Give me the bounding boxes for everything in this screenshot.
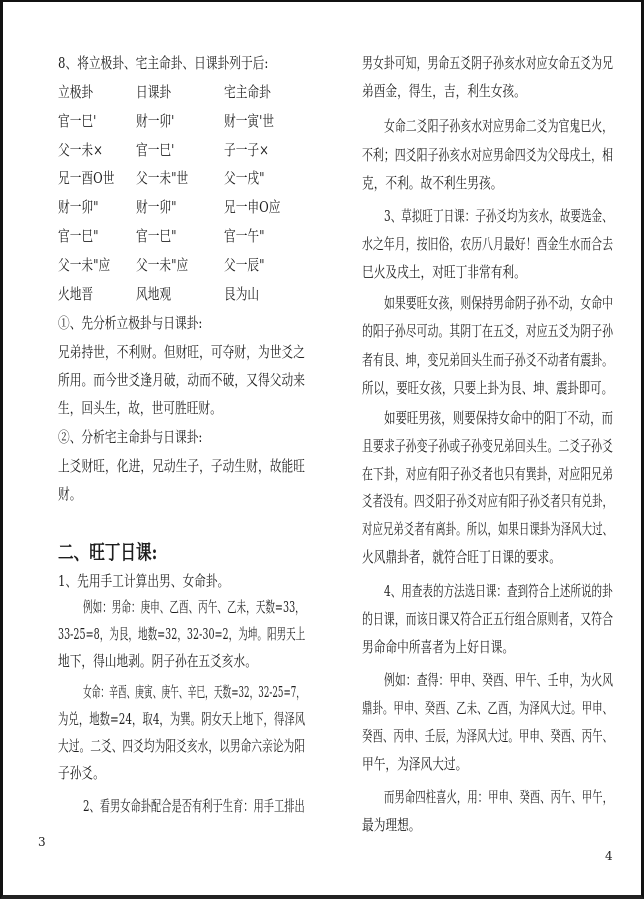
- hexagram-name: 火地晋: [58, 284, 94, 303]
- line: [58, 733, 305, 760]
- paragraph: [362, 577, 613, 661]
- line: [362, 433, 613, 461]
- page-number: 3: [38, 835, 46, 849]
- line: [58, 338, 305, 366]
- line: [58, 567, 305, 595]
- table-cell: 子一子×: [224, 140, 269, 159]
- line: [362, 77, 613, 105]
- heading-text: 二、旺丁日课:: [58, 540, 158, 564]
- line: [362, 722, 613, 750]
- line: [362, 346, 613, 374]
- table-row: [58, 107, 305, 136]
- line: [58, 480, 305, 508]
- line: [58, 536, 305, 568]
- table-header: 宅主命卦: [224, 83, 271, 101]
- text-line: 者有艮、坤，变兄弟回头生而子孙爻不动者有震卦。: [362, 350, 614, 369]
- line: [362, 633, 613, 661]
- line: [362, 141, 613, 170]
- paragraph: [362, 112, 613, 198]
- text-line: 如果要旺女孩，则保持男命阴子孙不动，女命中: [384, 294, 614, 312]
- text-line: 而男命四柱喜火，用：甲申、癸酉、丙午、甲午，: [384, 788, 614, 806]
- line: [362, 317, 613, 345]
- paragraph: [58, 338, 305, 422]
- line: [362, 783, 613, 811]
- paragraph: [362, 405, 613, 572]
- text-line: 子孙爻。: [58, 764, 105, 782]
- line: [58, 792, 305, 820]
- text-line: 在下卦，对应有阳子孙爻者也只有巽卦，对应阳兄弟: [362, 464, 614, 483]
- table-cell: 官一巳": [136, 226, 177, 245]
- text-line: 对应兄弟爻者有离卦。所以，如果日课卦为泽风大过、: [362, 520, 614, 539]
- line: [362, 202, 613, 230]
- table-cell: 父一戌": [224, 169, 265, 188]
- table-cell: 财一卯': [136, 111, 175, 130]
- text-line: 癸酉、丙申、壬辰，为泽风大过。甲申、癸酉、丙午、: [362, 727, 614, 745]
- line: [362, 258, 613, 286]
- table-cell: 官一午": [224, 226, 265, 245]
- table-cell: 财一卯": [136, 198, 177, 217]
- text-line: 大过。二爻、四爻均为阳爻亥水，以男命六亲论为阳: [58, 737, 306, 755]
- table-cell: 财一寅'世: [224, 111, 275, 130]
- line: [362, 405, 613, 433]
- page-number: 4: [605, 849, 613, 863]
- text-line: 爻者没有。四爻阳子孙爻对应有阳子孙爻者只有兑卦，: [362, 492, 614, 511]
- line: [362, 577, 613, 605]
- text-line: 水之年月，按旧俗，农历八月最好！酉金生水而合去: [362, 235, 614, 253]
- text-line: 女命二爻阳子孙亥水对应男命二爻为官鬼巳火，: [384, 117, 614, 135]
- line: [362, 112, 613, 141]
- line: [58, 423, 305, 451]
- text-line: 的阳子孙尽可动。其阴丁在五爻，对应五爻为阴子孙: [362, 322, 614, 341]
- hexagram-name: 风地观: [136, 284, 172, 303]
- text-line: ①、先分析立极卦与日课卦:: [58, 314, 203, 332]
- line: [58, 366, 305, 394]
- table-cell: 兄一申O应: [224, 198, 281, 217]
- text-line: 2、看男女命卦配合是否有利于生育：用手工排出: [83, 797, 305, 815]
- text-line: ②、分析宅主命卦与日课卦:: [58, 428, 203, 446]
- text-line: 上爻财旺，化进，兄动生子，子动生财，故能旺: [58, 457, 306, 475]
- table-cell: 父一辰": [224, 255, 265, 274]
- line: [362, 666, 613, 694]
- table-cell: 父一未"应: [58, 255, 111, 274]
- line: [362, 289, 613, 317]
- line: [362, 169, 613, 198]
- paragraph: [362, 783, 613, 839]
- right-page: [322, 0, 644, 899]
- paragraph: [362, 49, 613, 105]
- text-line: 女命：辛酉、庚寅、庚午、辛巳，天数=32，32-25=7，: [83, 683, 306, 701]
- text-line: 33-25=8，为艮，地数=32，32-30=2，为坤。阳男天上: [58, 625, 306, 643]
- table-header: 日课卦: [136, 83, 172, 101]
- text-line: 为兑，地数=24，取4，为巽。阴女天上地下，得泽风: [58, 710, 306, 728]
- text-line: 甲午，为泽风大过。: [362, 755, 468, 773]
- paragraph: [362, 289, 613, 402]
- text-line: 且要求子孙变子孙或子孙变兄弟回头生。二爻子孙爻: [362, 436, 614, 455]
- line: [362, 544, 613, 572]
- text-line: 8、将立极卦、宅主命卦、日课卦列于后:: [58, 54, 269, 72]
- text-line: 所以，要旺女孩，只要上卦为艮、坤、震卦即可。: [362, 378, 614, 397]
- text-line: 财。: [58, 485, 82, 503]
- line: [362, 488, 613, 516]
- subsection-title: [58, 423, 305, 451]
- subsection-title: [58, 309, 305, 337]
- paragraph: [58, 567, 305, 595]
- text-line: 不利；四爻阳子孙亥水对应男命四爻为父母戌土，相: [362, 145, 614, 164]
- table-row: [58, 193, 305, 222]
- text-line: 最为理想。: [362, 816, 421, 834]
- table-row: [58, 164, 305, 193]
- text-line: 4、用查表的方法选日课：查到符合上述所说的卦: [384, 582, 613, 600]
- table-cell: 兄一酉O世: [58, 169, 115, 188]
- table-row: [58, 136, 305, 165]
- text-line: 例如：男命：庚申、乙酉、丙午、乙未，天数=33，: [83, 598, 305, 616]
- table-cell: 父一未"世: [136, 169, 189, 188]
- text-line: 男女卦可知，男命五爻阴子孙亥水对应女命五爻为兄: [362, 54, 614, 72]
- hexagram-name: 艮为山: [224, 284, 260, 303]
- table-cell: 财一卯": [58, 198, 99, 217]
- line: [362, 750, 613, 778]
- text-line: 弟酉金，得生，吉，利生女孩。: [362, 82, 526, 100]
- text-line: 鼎卦。甲申、癸酉、乙未、乙酉，为泽风大过。甲申、: [362, 699, 614, 717]
- table-cell: 父一未"应: [136, 255, 189, 274]
- paragraph: [58, 594, 305, 675]
- text-line: 巳火及戌土，对旺丁非常有利。: [362, 263, 526, 281]
- line: [58, 760, 305, 787]
- line: [58, 648, 305, 675]
- line: [58, 394, 305, 422]
- text-line: 的日课，而该日课又符合正五行组合原则者，又符合: [362, 610, 614, 628]
- text-line: 兄弟持世，不利财。但财旺，可夺财，为世爻之: [58, 343, 306, 361]
- paragraph: [362, 666, 613, 778]
- paragraph: [362, 202, 613, 286]
- line: [362, 516, 613, 544]
- text-line: 1、先用手工计算出男、女命卦。: [58, 572, 230, 590]
- text-line: 例如：查得：甲申、癸酉、甲午、壬申，为火风: [384, 671, 614, 689]
- line: [362, 230, 613, 258]
- line: [58, 621, 305, 648]
- table-row: [58, 251, 305, 280]
- table-cell: 父一未×: [58, 140, 103, 159]
- intro-paragraph: [58, 49, 305, 77]
- line: [362, 49, 613, 77]
- text-line: 克，不利。故不利生男孩。: [362, 174, 503, 192]
- text-line: 3、草拟旺丁日课：子孙爻均为亥水，故要选金、: [384, 207, 613, 225]
- table-cell: 官一巳': [136, 140, 175, 159]
- line: [362, 694, 613, 722]
- paragraph: [58, 679, 305, 787]
- section-heading: [58, 536, 305, 568]
- line: [362, 811, 613, 839]
- paragraph: [58, 452, 305, 508]
- text-line: 生，回头生，故，世可胜旺财。: [58, 399, 222, 417]
- line: [362, 374, 613, 402]
- text-line: 如要旺男孩，则要保持女命中的阳丁不动，而: [384, 409, 614, 427]
- table-header: 立极卦: [58, 83, 94, 101]
- text-line: 火风鼎卦者，就符合旺丁日课的要求。: [362, 547, 561, 566]
- line: [58, 706, 305, 733]
- table-header-row: [58, 78, 305, 107]
- line: [58, 594, 305, 621]
- paragraph: [58, 792, 305, 820]
- line: [362, 461, 613, 489]
- line: [58, 679, 305, 706]
- line: [58, 309, 305, 337]
- text-line: 所用。而今世爻逢月破，动而不破，又得父动来: [58, 371, 306, 389]
- table-cell: 官一巳": [58, 226, 99, 245]
- line: [362, 605, 613, 633]
- text-line: 地下，得山地剥。阴子孙在五爻亥水。: [58, 652, 257, 670]
- table-row: [58, 222, 305, 251]
- hexagram-table: [58, 78, 305, 308]
- table-cell: 官一巳': [58, 111, 97, 130]
- text-line: 男命命中所喜者为上好日课。: [362, 638, 515, 656]
- line: [58, 49, 305, 77]
- line: [58, 452, 305, 480]
- table-names-row: [58, 280, 305, 309]
